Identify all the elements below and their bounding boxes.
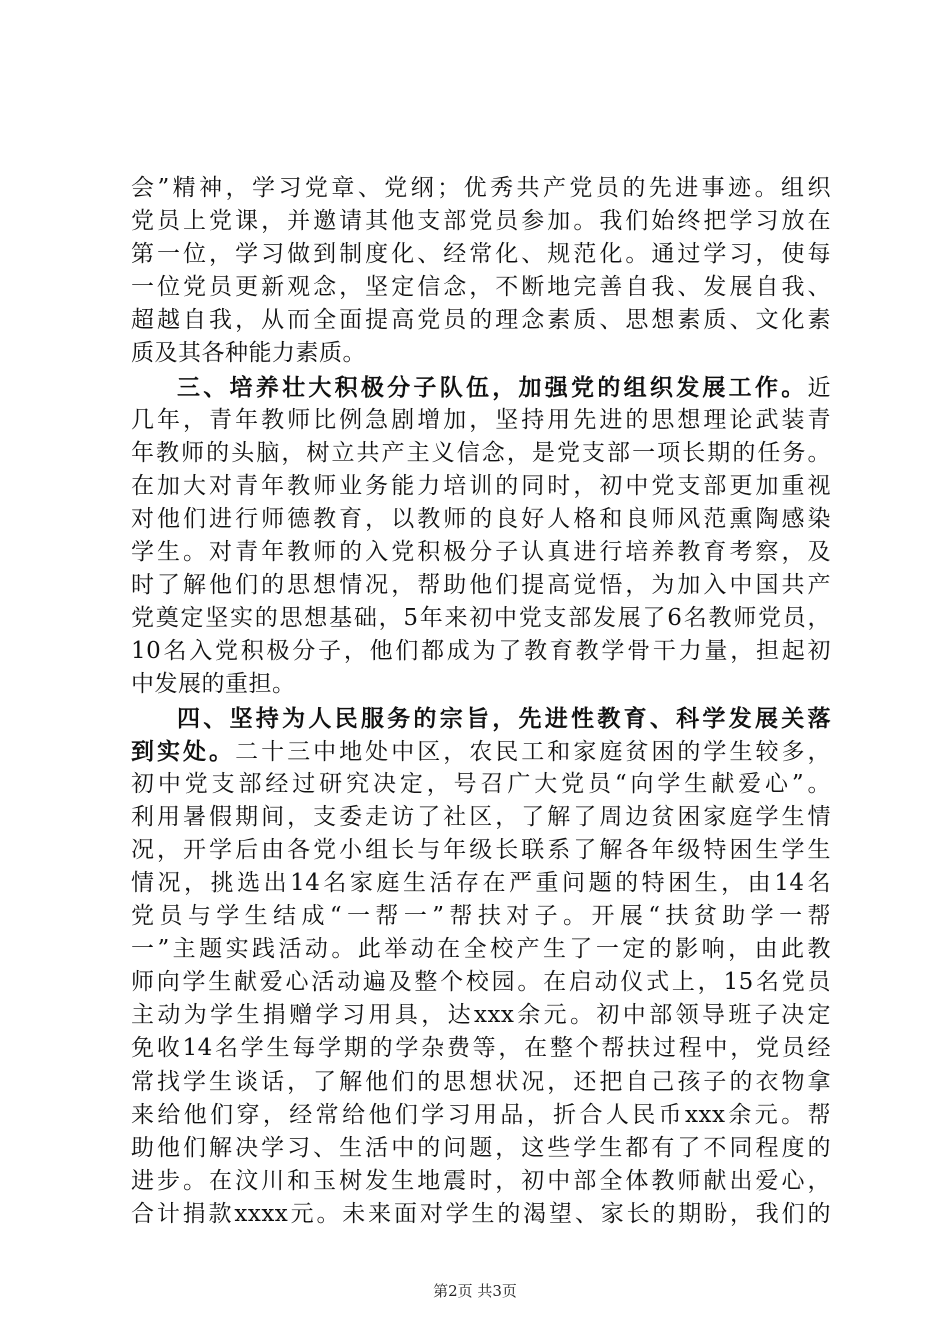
page-number-footer: 第2页 共3页 (433, 1282, 517, 1300)
body-line: 几年，青年教师比例急剧增加，坚持用先进的思想理论武装青 (131, 406, 831, 433)
body-line: 10名入党积极分子，他们都成为了教育教学骨干力量，担起初 (131, 638, 831, 665)
body-line: 党员与学生结成“一帮一”帮扶对子。开展“扶贫助学一帮 (131, 903, 831, 930)
body-line: 进步。在汶川和玉树发生地震时，初中部全体教师献出爱心， (131, 1167, 831, 1194)
body-line: 质及其各种能力素质。 (131, 340, 366, 367)
body-line: 中发展的重担。 (131, 671, 296, 698)
body-text: 二十三中地处中区，农民工和家庭贫困的学生较多， (235, 738, 832, 765)
body-line: 利用暑假期间，支委走访了社区，了解了周边贫困家庭学生情 (131, 803, 831, 830)
body-line: 党奠定坚实的思想基础，5年来初中党支部发展了6名教师党员， (131, 605, 831, 632)
section-heading-line (131, 702, 831, 735)
body-line: 免收14名学生每学期的学杂费等，在整个帮扶过程中，党员经 (131, 1035, 831, 1062)
body-line: 第一位，学习做到制度化、经常化、规范化。通过学习，使每 (131, 241, 831, 268)
section-heading-line (131, 735, 831, 768)
body-line: 初中党支部经过研究决定，号召广大党员“向学生献爱心”。 (131, 770, 831, 797)
body-line: 来给他们穿，经常给他们学习用品，折合人民币xxx余元。帮 (131, 1101, 831, 1128)
section-heading: 四、坚持为人民服务的宗旨，先进性教育、科学发展关落 (177, 704, 831, 732)
body-line: 党员上党课，并邀请其他支部党员参加。我们始终把学习放在 (131, 208, 831, 235)
body-line: 时了解他们的思想情况，帮助他们提高觉悟，为加入中国共产 (131, 572, 831, 599)
section-heading: 到实处。 (131, 737, 236, 765)
body-text: 近 (807, 374, 831, 401)
body-line: 主动为学生捐赠学习用具，达xxx余元。初中部领导班子决定 (131, 1002, 831, 1029)
section-heading: 三、培养壮大积极分子队伍，加强党的组织发展工作。 (177, 373, 808, 401)
body-line: 会”精神，学习党章、党纲；优秀共产党员的先进事迹。组织 (131, 175, 831, 201)
body-line: 年教师的头脑，树立共产主义信念，是党支部一项长期的任务。 (131, 439, 831, 466)
body-line: 情况，挑选出14名家庭生活存在严重问题的特困生，由14名 (131, 869, 831, 896)
body-line: 超越自我，从而全面提高党员的理念素质、思想素质、文化素 (131, 307, 831, 334)
body-line: 一位党员更新观念，坚定信念，不断地完善自我、发展自我、 (131, 274, 831, 301)
body-line: 对他们进行师德教育，以教师的良好人格和良师风范熏陶感染 (131, 505, 831, 532)
body-line: 助他们解决学习、生活中的问题，这些学生都有了不同程度的 (131, 1134, 831, 1161)
body-line: 师向学生献爱心活动遍及整个校园。在启动仪式上，15名党员 (131, 969, 831, 996)
body-line: 学生。对青年教师的入党积极分子认真进行培养教育考察，及 (131, 539, 831, 566)
body-line: 合计捐款xxxx元。未来面对学生的渴望、家长的期盼，我们的 (131, 1200, 831, 1227)
body-line: 况，开学后由各党小组长与年级长联系了解各年级特困生学生 (131, 836, 831, 863)
body-line: 一”主题实践活动。此举动在全校产生了一定的影响，由此教 (131, 936, 831, 963)
document-body (131, 172, 831, 1231)
section-heading-line (131, 371, 831, 404)
body-line: 常找学生谈话，了解他们的思想状况，还把自己孩子的衣物拿 (131, 1068, 831, 1095)
body-line: 在加大对青年教师业务能力培训的同时，初中党支部更加重视 (131, 472, 831, 499)
